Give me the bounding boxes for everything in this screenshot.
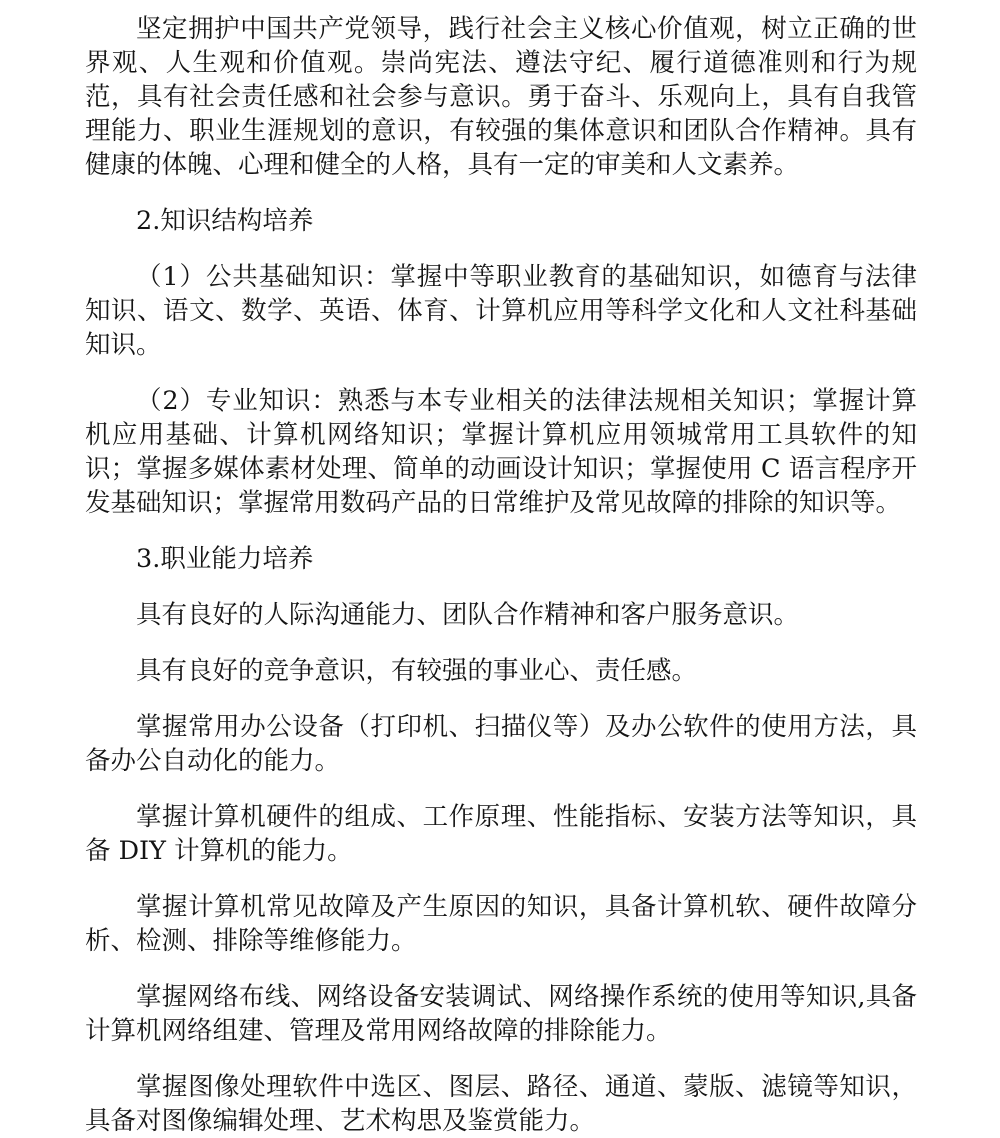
paragraph-competition: 具有良好的竞争意识，有较强的事业心、责任感。 (136, 656, 698, 686)
paragraph-spacer (85, 688, 917, 710)
paragraph-spacer (85, 632, 917, 654)
paragraph-fault-repair: 掌握计算机常见故障及产生原因的知识，具备计算机软、硬件故障分析、检测、排除等维修能力。 (85, 892, 917, 956)
document-body (85, 12, 917, 1138)
paragraph-spacer (85, 958, 917, 980)
paragraph-public-basic-knowledge: （1）公共基础知识：掌握中等职业教育的基础知识，如德育与法律知识、语文、数学、英语、体育、计算机应用等科学文化和人文社科基础知识。 (85, 262, 917, 360)
heading-vocational-ability: 3.职业能力培养 (136, 544, 314, 574)
paragraph-hardware-diy: 掌握计算机硬件的组成、工作原理、性能指标、安装方法等知识，具备 DIY 计算机的能力。 (85, 802, 917, 866)
paragraph-image-processing: 掌握图像处理软件中选区、图层、路径、通道、蒙版、滤镜等知识，具备对图像编辑处理、艺术构思及鉴赏能力。 (85, 1072, 917, 1136)
paragraph-spacer (85, 778, 917, 800)
paragraph-spacer (85, 576, 917, 598)
paragraph-interpersonal: 具有良好的人际沟通能力、团队合作精神和客户服务意识。 (136, 600, 800, 630)
paragraph-spacer (85, 238, 917, 260)
paragraph-spacer (85, 182, 917, 204)
paragraph-spacer (85, 520, 917, 542)
heading-knowledge-structure: 2.知识结构培养 (136, 206, 314, 236)
paragraph-spacer (85, 868, 917, 890)
paragraph-office-equipment: 掌握常用办公设备（打印机、扫描仪等）及办公软件的使用方法，具备办公自动化的能力。 (85, 712, 917, 776)
paragraph-professional-knowledge: （2）专业知识：熟悉与本专业相关的法律法规相关知识；掌握计算机应用基础、计算机网络知识；掌握计算机应用领城常用工具软件的知识；掌握多媒体素材处理、简单的动画设计知识；掌握使用 C 语言程序开发基础知识；掌握常用数码产品的日常维护及常见故障的排除的知识等。 (85, 386, 917, 518)
paragraph-ideology: 坚定拥护中国共产党领导，践行社会主义核心价值观，树立正确的世界观、人生观和价值观。崇尚宪法、遵法守纪、履行道德准则和行为规范，具有社会责任感和社会参与意识。勇于奋斗、乐观向上，具有自我管理能力、职业生涯规划的意识，有较强的集体意识和团队合作精神。具有健康的体魄、心理和健全的人格，具有一定的审美和人文素养。 (85, 14, 917, 180)
paragraph-spacer (85, 1048, 917, 1070)
paragraph-network: 掌握网络布线、网络设备安装调试、网络操作系统的使用等知识,具备计算机网络组建、管理及常用网络故障的排除能力。 (85, 982, 917, 1046)
paragraph-spacer (85, 362, 917, 384)
